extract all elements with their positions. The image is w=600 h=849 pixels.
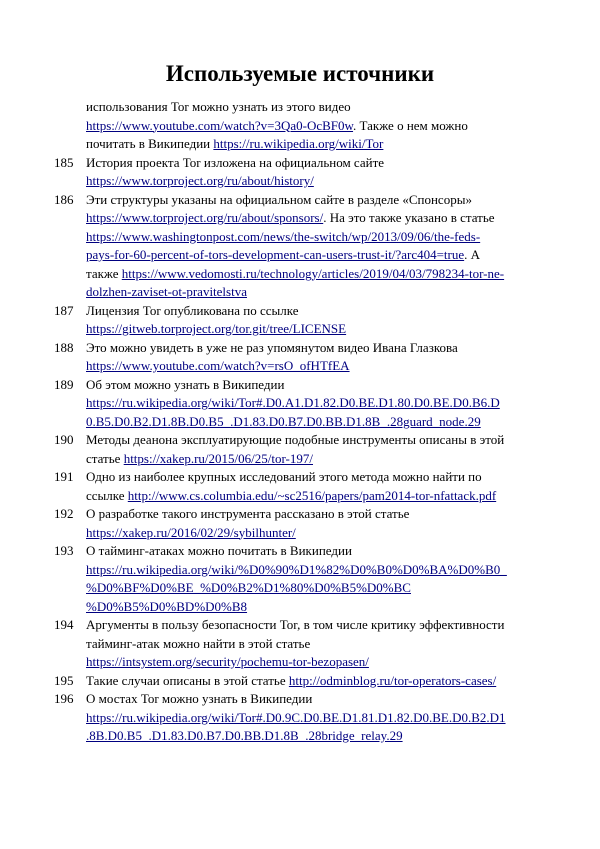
- reference-text: Аргументы в пользу безопасности Tor, в том числе критику эффективности: [86, 617, 505, 632]
- reference-number: 190: [54, 432, 74, 447]
- reference-number: 187: [54, 302, 74, 318]
- reference-number: 185: [54, 154, 74, 170]
- reference-text: Лицензия Tor опубликована по ссылке: [86, 302, 299, 318]
- reference-link[interactable]: https://gitweb.torproject.org/tor.git/tree/LICENSE: [86, 321, 347, 336]
- reference-line: [86, 709, 554, 728]
- reference-text: Это можно увидеть в уже не раз упомянутом видео Ивана Глазкова: [86, 339, 458, 355]
- reference-text: . А: [464, 247, 481, 262]
- reference-number: 196: [54, 691, 74, 706]
- reference-number: 194: [54, 617, 74, 632]
- reference-number: 186: [54, 191, 74, 207]
- reference-text: . Также о нем можно: [353, 117, 468, 133]
- reference-text: статье: [86, 450, 124, 466]
- reference-link[interactable]: https://ru.wikipedia.org/wiki/%D0%90%D1%82%D0%B0%D0%BA%D0%B0_: [86, 561, 507, 577]
- reference-line: [86, 283, 554, 302]
- reference-number: 188: [54, 339, 74, 355]
- references-list: [54, 98, 554, 746]
- reference-link[interactable]: https://www.washingtonpost.com/news/the-switch/wp/2013/09/06/the-feds-: [86, 228, 481, 244]
- reference-text: Методы деанона эксплуатирующие подобные инструменты описаны в этой: [86, 432, 505, 447]
- reference-entry: [54, 191, 554, 302]
- reference-link[interactable]: https://xakep.ru/2016/02/29/sybilhunter/: [86, 524, 296, 540]
- reference-link[interactable]: https://www.torproject.org/ru/about/history/: [86, 173, 314, 188]
- reference-number: 195: [54, 672, 74, 688]
- reference-line: [86, 487, 554, 506]
- reference-text: также: [86, 265, 122, 281]
- reference-link[interactable]: https://intsystem.org/security/pochemu-tor-bezopasen/: [86, 654, 369, 669]
- reference-entry: [54, 690, 554, 746]
- reference-line: [86, 579, 554, 598]
- reference-line: [86, 635, 554, 654]
- reference-line: [86, 690, 554, 709]
- reference-line: [86, 450, 554, 469]
- reference-text: Такие случаи описаны в этой статье: [86, 672, 289, 688]
- reference-line: [86, 394, 554, 413]
- reference-link[interactable]: %D0%BF%D0%BE_%D0%B2%D1%80%D0%B5%D0%BC: [86, 580, 411, 595]
- reference-line: [86, 246, 554, 265]
- reference-line: [86, 209, 554, 228]
- reference-text: почитать в Википедии: [86, 136, 214, 151]
- reference-link[interactable]: https://ru.wikipedia.org/wiki/Tor: [213, 136, 384, 151]
- reference-entry: [54, 339, 554, 376]
- reference-line: [86, 672, 554, 691]
- reference-link[interactable]: dolzhen-zaviset-ot-pravitelstva: [86, 284, 247, 299]
- reference-link[interactable]: https://xakep.ru/2015/06/25/tor-197/: [123, 450, 313, 466]
- reference-link[interactable]: https://www.vedomosti.ru/technology/articles/2019/04/03/798234-tor-ne-: [121, 265, 505, 281]
- reference-text: О тайминг-атаках можно почитать в Википедии: [86, 543, 352, 558]
- reference-line: [86, 135, 554, 154]
- reference-line: [86, 727, 554, 746]
- reference-entry: [54, 468, 554, 505]
- reference-line: [86, 524, 554, 543]
- reference-line: [86, 98, 554, 117]
- reference-link[interactable]: https://www.youtube.com/watch?v=3Qa0-OcBF0w: [86, 117, 354, 133]
- reference-text: Об этом можно узнать в Википедии: [86, 376, 285, 392]
- reference-number: 192: [54, 506, 74, 521]
- reference-link[interactable]: https://ru.wikipedia.org/wiki/Tor#.D0.9C.D0.BE.D1.81.D1.82.D0.BE.D0.B2.D1: [86, 709, 506, 725]
- page-title: Используемые источники: [165, 61, 435, 86]
- reference-line: [86, 616, 554, 635]
- reference-line: [86, 117, 554, 136]
- reference-text: О мостах Tor можно узнать в Википедии: [86, 691, 313, 706]
- reference-line: [86, 413, 554, 432]
- reference-line: [86, 653, 554, 672]
- reference-entry: [54, 98, 554, 154]
- reference-line: [86, 598, 554, 617]
- reference-link[interactable]: 0.B5.D0.B2.D1.8B.D0.B5_.D1.83.D0.B7.D0.BB.D1.8B_.28guard_node.29: [86, 413, 481, 429]
- reference-line: [86, 357, 554, 376]
- reference-line: [86, 468, 554, 487]
- reference-text: тайминг-атак можно найти в этой статье: [86, 635, 311, 651]
- reference-number: 193: [54, 543, 74, 558]
- reference-entry: [54, 302, 554, 339]
- reference-link[interactable]: https://www.youtube.com/watch?v=rsO_ofHTfEA: [86, 358, 350, 373]
- reference-text: История проекта Tor изложена на официальном сайте: [86, 154, 385, 170]
- reference-line: [86, 154, 554, 173]
- reference-text: Одно из наиболее крупных исследований этого метода можно найти по: [86, 469, 482, 484]
- reference-entry: [54, 376, 554, 432]
- reference-entry: [54, 505, 554, 542]
- reference-text: Эти структуры указаны на официальном сайте в разделе «Спонсоры»: [86, 191, 472, 207]
- reference-line: [86, 339, 554, 358]
- reference-number: 191: [54, 469, 74, 484]
- reference-number: 189: [54, 376, 74, 392]
- reference-text: . На это также указано в статье: [323, 210, 495, 225]
- reference-line: [86, 431, 554, 450]
- reference-link[interactable]: %D0%B5%D0%BD%D0%B8: [86, 598, 248, 614]
- reference-text: ссылке: [86, 487, 128, 503]
- reference-line: [86, 172, 554, 191]
- reference-entry: [54, 431, 554, 468]
- reference-line: [86, 320, 554, 339]
- reference-line: [86, 376, 554, 395]
- reference-line: [86, 228, 554, 247]
- reference-entry: [54, 672, 554, 691]
- reference-link[interactable]: https://ru.wikipedia.org/wiki/Tor#.D0.A1.D1.82.D0.BE.D1.80.D0.BE.D0.B6.D: [86, 395, 500, 410]
- reference-link[interactable]: https://www.torproject.org/ru/about/sponsors/: [86, 210, 324, 225]
- reference-line: [86, 505, 554, 524]
- reference-link[interactable]: http://odminblog.ru/tor-operators-cases/: [288, 672, 497, 688]
- reference-line: [86, 191, 554, 210]
- reference-entry: [54, 616, 554, 672]
- reference-link[interactable]: http://www.cs.columbia.edu/~sc2516/papers/pam2014-tor-nfattack.pdf: [127, 487, 497, 503]
- reference-entry: [54, 154, 554, 191]
- reference-link[interactable]: pays-for-60-percent-of-tors-development-can-users-trust-it/?arc404=true: [86, 247, 465, 262]
- reference-entry: [54, 542, 554, 616]
- reference-line: [86, 265, 554, 284]
- reference-link[interactable]: .8B.D0.B5_.D1.83.D0.B7.D0.BB.D1.8B_.28bridge_relay.29: [86, 728, 403, 743]
- reference-line: [86, 561, 554, 580]
- reference-text: использования Tor можно узнать из этого видео: [86, 99, 351, 114]
- reference-text: О разработке такого инструмента рассказано в этой статье: [86, 506, 410, 521]
- reference-line: [86, 542, 554, 561]
- reference-line: [86, 302, 554, 321]
